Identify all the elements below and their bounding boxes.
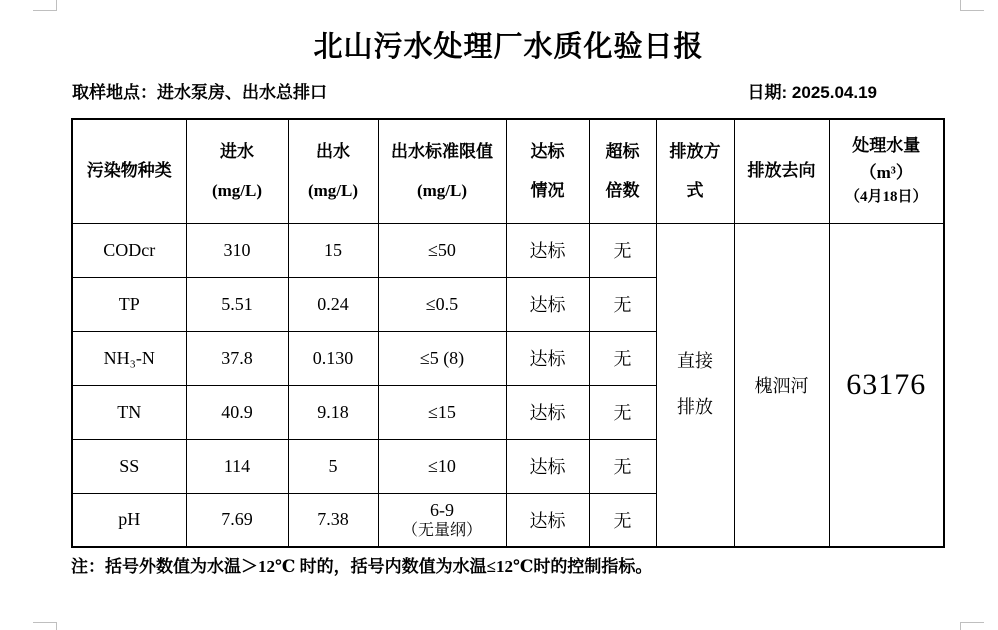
cell-pollutant: SS bbox=[72, 439, 186, 493]
header-line: 排放方 bbox=[669, 142, 721, 162]
header-line: 进水 bbox=[220, 142, 254, 162]
cell-compliance: 达标 bbox=[506, 385, 589, 439]
cell-pollutant: pH bbox=[72, 493, 186, 547]
cell-influent: 40.9 bbox=[186, 385, 288, 439]
cell-compliance: 达标 bbox=[506, 331, 589, 385]
limit-value: 6-9 bbox=[430, 499, 454, 520]
header-line: 处理水量 bbox=[852, 136, 921, 156]
cell-exceed: 无 bbox=[589, 277, 656, 331]
cell-effluent: 0.130 bbox=[288, 331, 378, 385]
cell-compliance: 达标 bbox=[506, 493, 589, 547]
cell-effluent: 7.38 bbox=[288, 493, 378, 547]
header-line: 倍数 bbox=[605, 181, 640, 201]
cell-influent: 114 bbox=[186, 439, 288, 493]
col-header-compliance bbox=[506, 119, 589, 223]
table-row bbox=[72, 223, 944, 277]
col-header-influent bbox=[186, 119, 288, 223]
text-boundary-mark-bottom-right bbox=[960, 622, 984, 630]
cell-influent: 7.69 bbox=[186, 493, 288, 547]
cell-pollutant: TN bbox=[72, 385, 186, 439]
cell-pollutant: TP bbox=[72, 277, 186, 331]
cell-discharge-mode bbox=[656, 223, 734, 547]
text-boundary-mark-top-right bbox=[960, 0, 984, 11]
cell-limit: ≤15 bbox=[378, 385, 506, 439]
header-row bbox=[72, 119, 944, 223]
text-boundary-mark-top-left bbox=[33, 0, 57, 11]
col-header-pollutant: 污染物种类 bbox=[72, 119, 186, 223]
header-line: (mg/L) bbox=[416, 181, 468, 201]
cell-influent: 5.51 bbox=[186, 277, 288, 331]
cell-compliance: 达标 bbox=[506, 277, 589, 331]
discharge-mode-line: 排放 bbox=[677, 396, 713, 417]
text-boundary-mark-bottom-left bbox=[33, 622, 57, 630]
discharge-mode-line: 直接 bbox=[677, 350, 713, 371]
cell-limit bbox=[378, 493, 506, 547]
cell-limit: ≤10 bbox=[378, 439, 506, 493]
cell-exceed: 无 bbox=[589, 223, 656, 277]
cell-exceed: 无 bbox=[589, 331, 656, 385]
col-header-exceed bbox=[589, 119, 656, 223]
sampling-location-label: 取样地点：进水泵房、出水总排口 bbox=[72, 83, 327, 102]
col-header-limit bbox=[378, 119, 506, 223]
cell-treated-volume: 63176 bbox=[829, 223, 944, 547]
cell-influent: 310 bbox=[186, 223, 288, 277]
footnote: 注：括号外数值为水温＞12℃ 时的，括号内数值为水温≤12℃时的控制指标。 bbox=[71, 557, 653, 576]
cell-limit: ≤50 bbox=[378, 223, 506, 277]
info-row bbox=[72, 78, 877, 103]
report-title: 北山污水处理厂水质化验日报 bbox=[313, 31, 704, 63]
cell-compliance: 达标 bbox=[506, 439, 589, 493]
cell-effluent: 5 bbox=[288, 439, 378, 493]
cell-effluent: 0.24 bbox=[288, 277, 378, 331]
col-header-discharge-mode bbox=[656, 119, 734, 223]
cell-exceed: 无 bbox=[589, 439, 656, 493]
cell-influent: 37.8 bbox=[186, 331, 288, 385]
col-header-effluent bbox=[288, 119, 378, 223]
report-date-label: 日期: 2025.04.19 bbox=[747, 83, 877, 102]
header-line: 超标 bbox=[605, 142, 640, 162]
header-line: (mg/L) bbox=[211, 181, 263, 201]
header-line: 出水标准限值 bbox=[391, 142, 493, 162]
cell-discharge-destination: 槐泗河 bbox=[734, 223, 829, 547]
cell-pollutant: CODcr bbox=[72, 223, 186, 277]
cell-compliance: 达标 bbox=[506, 223, 589, 277]
header-line: 达标 bbox=[530, 142, 565, 162]
header-line: 式 bbox=[686, 181, 704, 201]
col-header-discharge-destination: 排放去向 bbox=[734, 119, 829, 223]
cell-pollutant: NH₃-N bbox=[72, 331, 186, 385]
header-line: （m³） bbox=[859, 162, 913, 182]
water-quality-table bbox=[71, 118, 945, 548]
cell-limit: ≤0.5 bbox=[378, 277, 506, 331]
cell-effluent: 9.18 bbox=[288, 385, 378, 439]
col-header-treated-volume bbox=[829, 119, 944, 223]
cell-limit: ≤5 (8) bbox=[378, 331, 506, 385]
header-line: 出水 bbox=[316, 142, 350, 162]
header-line: 情况 bbox=[530, 181, 565, 201]
cell-exceed: 无 bbox=[589, 385, 656, 439]
limit-unit-note: （无量纲） bbox=[401, 522, 482, 539]
cell-effluent: 15 bbox=[288, 223, 378, 277]
cell-exceed: 无 bbox=[589, 493, 656, 547]
header-line: (mg/L) bbox=[307, 181, 359, 201]
header-line: （4月18日） bbox=[844, 188, 928, 205]
